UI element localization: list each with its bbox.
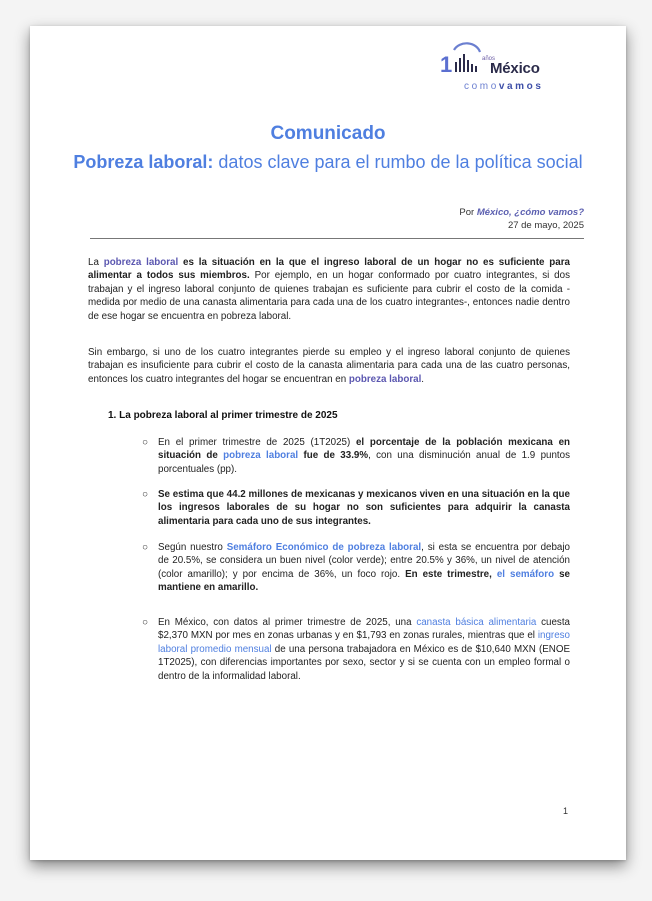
list-item: ○ En México, con datos al primer trimestre de 2025, una canasta básica alimentaria cuesta $2,370 MXN por mes en zonas urbanas y en $1,793 en zonas rurales, mientras que el ingreso laboral promedio mensual de una persona trabajadora en México es de $10,640 MXN (ENOE 1T2025), con diferencias importantes por sexo, sector y si se cuenta con un empleo formal o dentro de la informalidad laboral. (142, 617, 570, 682)
section-heading: 1. La pobreza laboral al primer trimestre de 2025 (108, 410, 338, 421)
mexico-como-vamos-logo (440, 42, 560, 92)
document-page (30, 26, 626, 860)
page-title: Comunicado (270, 123, 386, 144)
semaforo-link-2[interactable]: el semáforo (496, 568, 555, 580)
page-subtitle: Pobreza laboral: datos clave para el rumbo de la política social (73, 152, 583, 172)
paragraph-1: La pobreza laboral es la situación en la que el ingreso laboral de un hogar no es suficiente para alimentar a todos sus miembros. Por ejemplo, en un hogar conformado por cuatro integrantes, si dos trabajan y el ingreso laboral conjunto de quienes trabajan es suficiente para cubrir el costo de la comida -medida por medio de una canasta alimentaria para cada una de los cuatro integrantes-, entonces nadie dentro de ese hogar se encuentra en pobreza laboral. (88, 257, 571, 322)
paragraph-2: Sin embargo, si uno de los cuatro integrantes pierde su empleo y el ingreso laboral conjunto de quienes trabajan es insuficiente para cubrir el costo de la canasta alimentaria para cada una de las cuatro personas, entonces los cuatro integrantes del hogar se encuentran en pobreza laboral. (88, 347, 570, 385)
logo-anos: años (482, 56, 496, 62)
svg-text:1: 1 (440, 52, 453, 77)
list-item: ○ En el primer trimestre de 2025 (1T2025) el porcentaje de la población mexicana en situación de pobreza laboral fue de 33.9%, con una disminución anual de 1.9 puntos porcentuales (pp). (142, 437, 570, 475)
ingreso-link[interactable]: ingreso laboral promedio mensual (158, 630, 570, 655)
logo-comovamos: comovamos (464, 81, 544, 92)
byline: Por México, ¿cómo vamos? 27 de mayo, 2025 (459, 207, 584, 231)
logo-mexico: México (490, 60, 540, 77)
logo-mark-icon (440, 42, 490, 82)
date: 27 de mayo, 2025 (507, 220, 584, 231)
divider (90, 238, 584, 239)
canasta-link[interactable]: canasta básica alimentaria (416, 617, 537, 628)
list-item: ○ Se estima que 44.2 millones de mexicanas y mexicanos viven en una situación en la que los ingresos laborales de su hogar no son suficientes para adquirir la canasta alimentaria para cada uno de sus integrantes. (142, 489, 570, 527)
list-item: ○ Según nuestro Semáforo Económico de pobreza laboral, si esta se encuentra por debajo de 20.5%, se considera un buen nivel (color verde); entre 20.5% y 36%, un nivel de atención (color amarillo); y por encima de 36%, un foco rojo. En este trimestre, el semáforo se mantiene en amarillo. (142, 542, 570, 594)
semaforo-link[interactable]: Semáforo Económico de pobreza laboral (226, 542, 422, 553)
page-number: 1 (563, 806, 569, 816)
